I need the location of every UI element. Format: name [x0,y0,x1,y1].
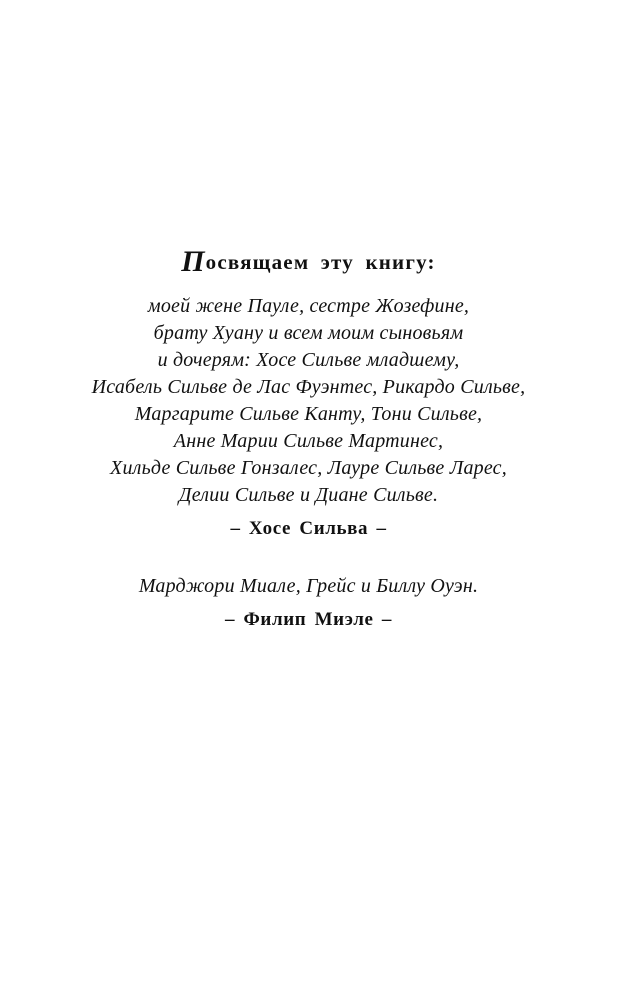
heading-text: освящаем эту книгу: [205,250,436,274]
dedication-heading [0,247,617,277]
dedication-block [0,247,617,633]
dedication-line: моей жене Пауле, сестре Жозефине, [147,295,470,317]
author-signature-miele: – Филип Миэле – [225,609,392,630]
dedication-line: Анне Марии Сильве Мартинес, [173,430,444,452]
dedication-line: Исабель Сильве де Лас Фуэнтес, Рикардо Сильве, [91,376,526,398]
author-signature-silva: – Хосе Сильва – [230,518,387,539]
second-dedication-line: Марджори Миале, Грейс и Биллу Оуэн. [138,575,479,597]
dedication-line: Маргарите Сильве Канту, Тони Сильве, [134,403,483,425]
dedication-line: и дочерям: Хосе Сильве младшему, [157,349,460,371]
dedication-lines [0,293,617,509]
heading-initial-letter: П [181,245,205,278]
dedication-line: Делии Сильве и Диане Сильве. [178,484,439,506]
second-dedication [0,573,617,633]
dedication-line: Хильде Сильве Гонзалес, Лауре Сильве Ларес, [110,457,507,479]
dedication-line: брату Хуану и всем моим сыновьям [153,322,464,344]
